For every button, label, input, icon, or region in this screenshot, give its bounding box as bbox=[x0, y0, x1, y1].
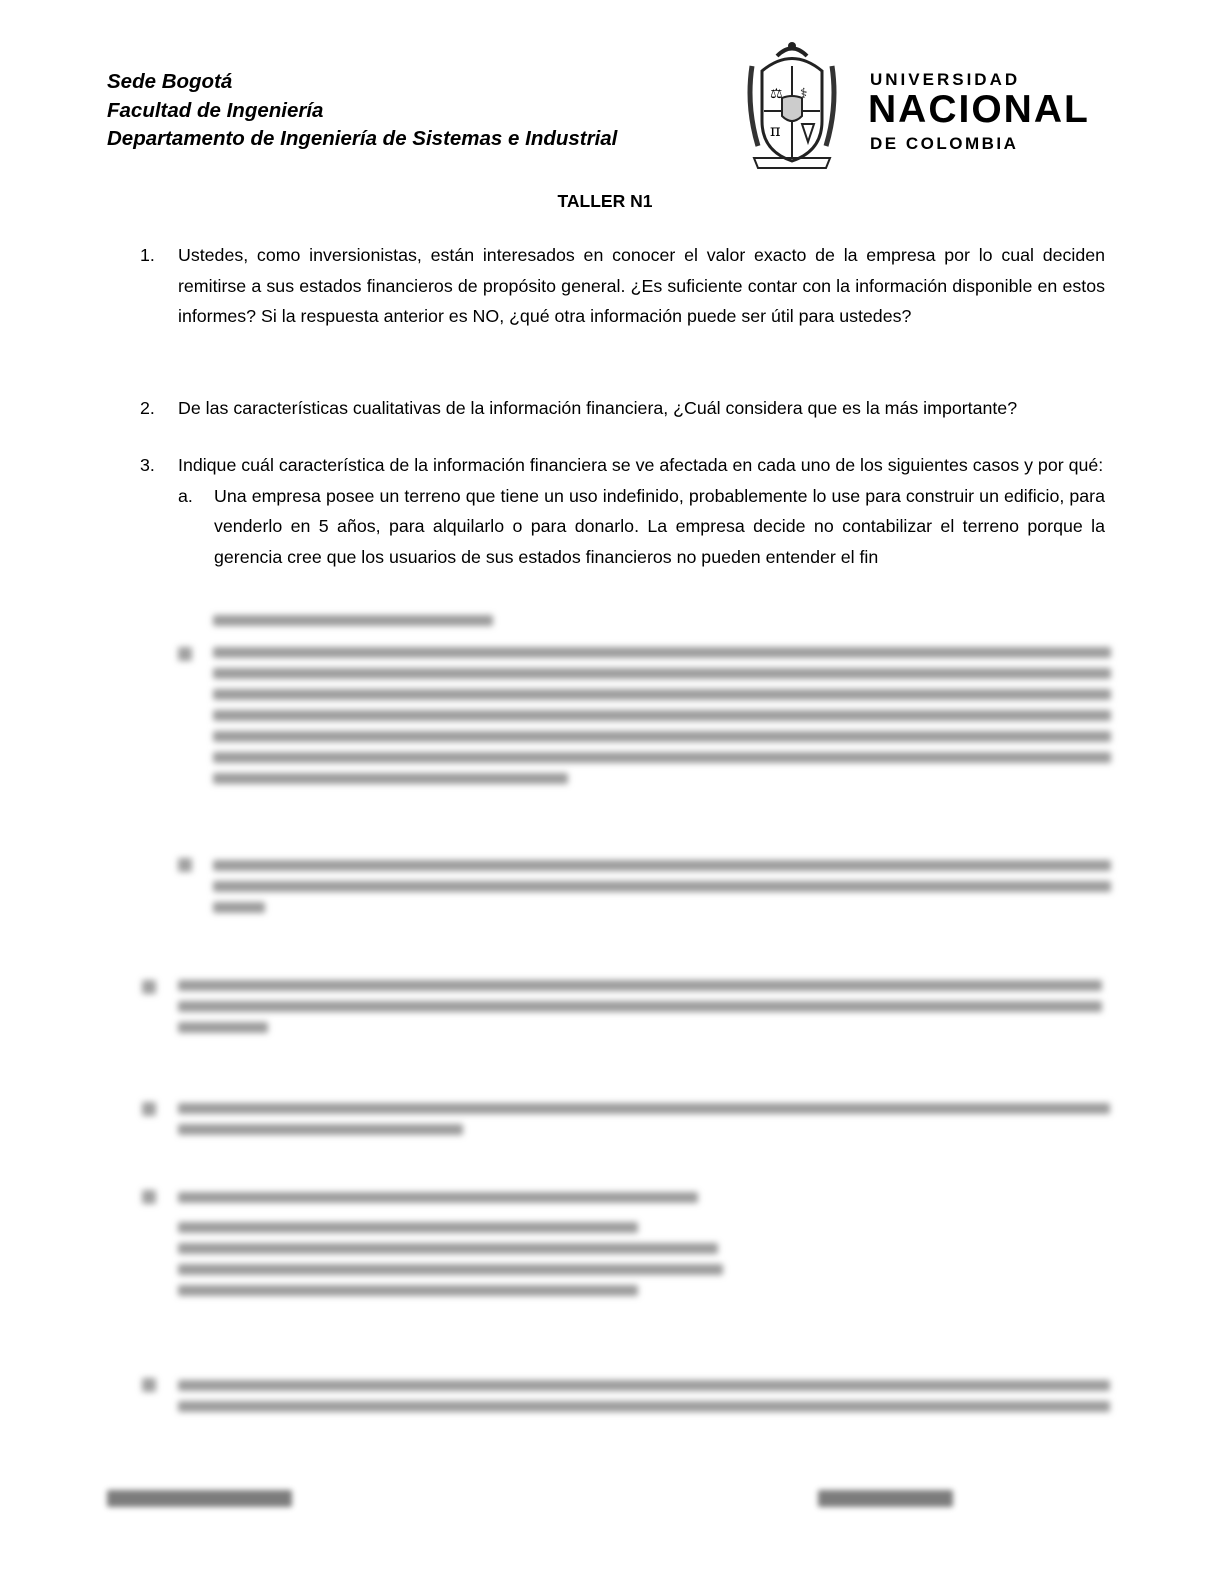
blurred-line bbox=[213, 605, 493, 636]
blurred-footer-left bbox=[107, 1490, 292, 1507]
blurred-paragraph bbox=[178, 1093, 1110, 1145]
header-line-department: Departamento de Ingeniería de Sistemas e Industrial bbox=[107, 127, 618, 150]
blurred-list-marker bbox=[142, 980, 156, 994]
question-1 bbox=[140, 240, 1105, 332]
svg-text:⚕: ⚕ bbox=[800, 86, 808, 102]
university-logo bbox=[742, 36, 1090, 176]
blurred-list-marker bbox=[178, 858, 192, 872]
blurred-subitems bbox=[178, 1212, 638, 1306]
logo-text-nacional: NACIONAL bbox=[868, 88, 1090, 131]
subitem-letter: a. bbox=[178, 485, 193, 506]
question-3-subitem-a bbox=[178, 481, 1105, 573]
blurred-paragraph bbox=[178, 1370, 1110, 1422]
question-text: De las características cualitativas de la información financiera, ¿Cuál considera que es la más importante? bbox=[178, 398, 1018, 418]
header-line-campus: Sede Bogotá bbox=[107, 70, 233, 93]
blurred-list-marker bbox=[142, 1190, 156, 1204]
question-text: Ustedes, como inversionistas, están interesados en conocer el valor exacto de la empresa por lo cual deciden remitirse a sus estados financieros de propósito general. ¿Es suficiente contar con la información disponible en estos informes? Si la respuesta anterior es NO, ¿qué otra información puede ser útil para ustedes? bbox=[178, 245, 1105, 326]
document-title: TALLER N1 bbox=[557, 191, 653, 211]
university-crest-icon bbox=[742, 36, 842, 174]
blurred-footer-page-number bbox=[818, 1490, 953, 1507]
question-number: 2. bbox=[140, 398, 155, 418]
blurred-paragraph bbox=[213, 850, 1111, 923]
blurred-list-marker bbox=[142, 1102, 156, 1116]
faculty-header bbox=[107, 68, 617, 154]
blurred-list-marker bbox=[142, 1378, 156, 1392]
blurred-paragraph bbox=[178, 1182, 698, 1213]
svg-text:⚖: ⚖ bbox=[770, 86, 783, 102]
question-number: 3. bbox=[140, 455, 155, 475]
question-3 bbox=[140, 450, 1105, 572]
blurred-paragraph bbox=[213, 637, 1111, 794]
blurred-paragraph bbox=[178, 970, 1102, 1043]
question-number: 1. bbox=[140, 245, 155, 265]
subitem-text: Una empresa posee un terreno que tiene un uso indefinido, probablemente lo use para construir un edificio, para venderlo en 5 años, para alquilarlo o para donarlo. La empresa decide no contabilizar el terreno porque la gerencia cree que los usuarios de sus estados financieros no pueden entender el fin bbox=[214, 485, 1105, 567]
logo-text-de-colombia: DE COLOMBIA bbox=[870, 134, 1019, 153]
header-line-faculty: Facultad de Ingeniería bbox=[107, 98, 324, 122]
question-text: Indique cuál característica de la información financiera se ve afectada en cada uno de los siguientes casos y por qué: bbox=[178, 455, 1104, 475]
svg-text:π: π bbox=[770, 121, 781, 140]
question-2 bbox=[140, 393, 1105, 424]
blurred-list-marker bbox=[178, 647, 192, 661]
logo-text-universidad: UNIVERSIDAD bbox=[870, 70, 1021, 89]
